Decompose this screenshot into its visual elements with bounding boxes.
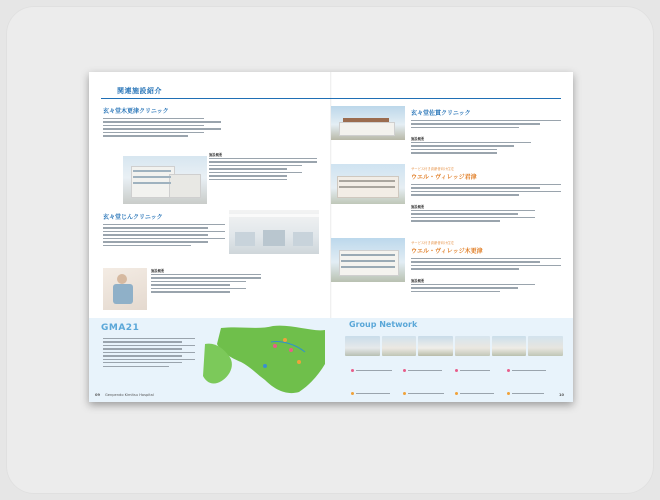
facility-description [103, 224, 225, 248]
facility-info-label: 施設概要 [209, 153, 223, 157]
facility-name-sanuki-clinic: 玄々堂佐貫クリニック [411, 110, 471, 117]
network-photo [492, 336, 527, 356]
facility-info-lines [411, 142, 531, 156]
facility-photo-rehab [103, 268, 147, 310]
facility-photo-sanuki-clinic [331, 106, 405, 140]
facility-category-note: サービス付き高齢者向け住宅 [411, 241, 454, 245]
title-rule [101, 98, 561, 99]
facility-name-well-village-kimitsu: ウエル・ヴィレッジ君津 [411, 174, 477, 181]
facility-info-lines [411, 284, 535, 294]
region-map [201, 322, 331, 398]
network-photo [528, 336, 563, 356]
map-graphic [201, 322, 331, 398]
facility-description [103, 118, 221, 139]
facility-description [411, 258, 561, 272]
network-photo [418, 336, 453, 356]
facility-info-label: 施設概要 [411, 279, 425, 283]
network-column [455, 360, 494, 402]
left-page-number: 09 [95, 393, 101, 397]
facility-info-label: 施設概要 [411, 137, 425, 141]
facility-photo-well-village-kisarazu [331, 238, 405, 282]
facility-description [411, 120, 561, 130]
facility-name-kisarazu-clinic: 玄々堂木更津クリニック [103, 108, 169, 115]
network-column [351, 360, 392, 402]
facility-name-jin-clinic: 玄々堂じんクリニック [103, 214, 163, 221]
network-photo [345, 336, 380, 356]
facility-info-label: 施設概要 [151, 269, 165, 273]
gma-description [103, 338, 195, 369]
page-title: 関連施設紹介 [117, 87, 162, 95]
network-column [403, 360, 444, 402]
facility-photo-well-village-kimitsu [331, 164, 405, 204]
group-network-photos [345, 336, 563, 356]
network-photo [382, 336, 417, 356]
group-network-title: Group Network [349, 320, 418, 329]
network-column [507, 360, 548, 402]
facility-photo-jin-clinic-interior [229, 210, 319, 254]
facility-info-lines [209, 158, 317, 182]
gma-title: GMA21 [101, 323, 140, 333]
facility-photo-kisarazu-clinic [123, 156, 207, 204]
facility-info-lines [411, 210, 535, 224]
facility-info-lines [151, 274, 261, 295]
facility-description [411, 184, 561, 198]
facility-name-well-village-kisarazu: ウエル・ヴィレッジ木更津 [411, 248, 483, 255]
brochure-spread [89, 72, 573, 402]
left-footer-brand: Genpendo Kimitsu Hospital [105, 393, 154, 397]
facility-info-label: 施設概要 [411, 205, 425, 209]
facility-category-note: サービス付き高齢者向け住宅 [411, 167, 454, 171]
network-photo [455, 336, 490, 356]
right-page-number: 10 [559, 393, 565, 397]
